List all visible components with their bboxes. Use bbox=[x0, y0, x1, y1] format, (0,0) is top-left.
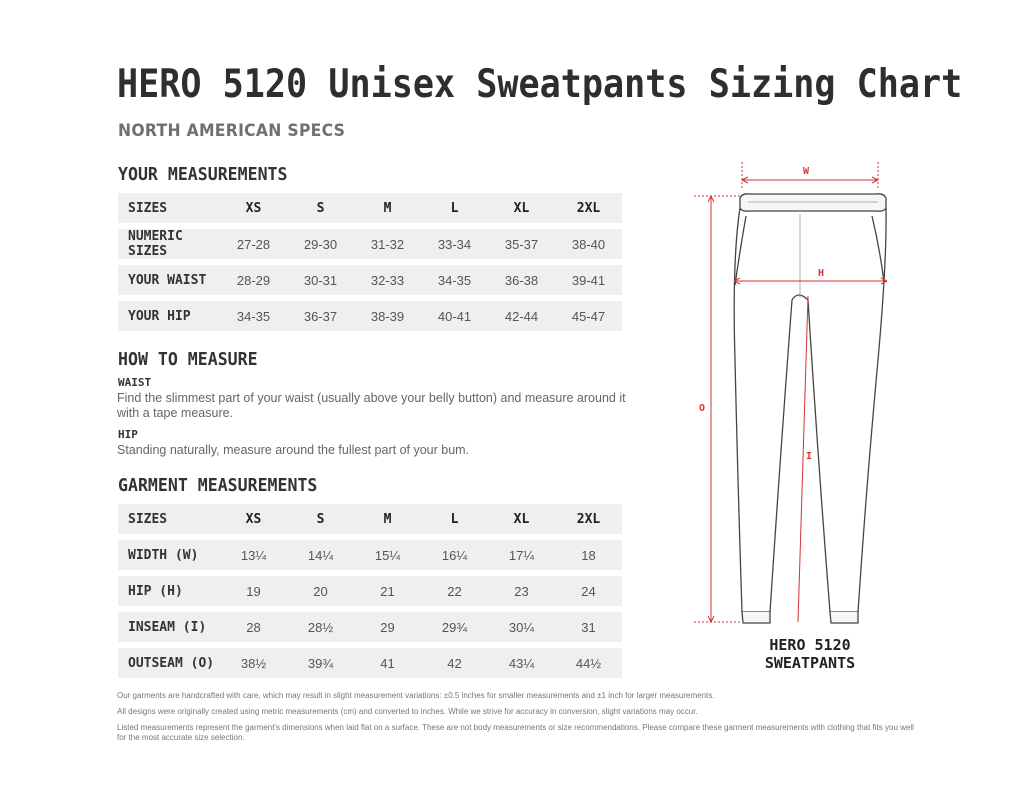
diagram-caption-line2: SWEATPANTS bbox=[764, 654, 856, 672]
header-cell: 2XL bbox=[555, 504, 622, 534]
hip-dimension-label: H bbox=[817, 268, 825, 279]
table-cell: 16¼ bbox=[421, 540, 488, 570]
footnotes bbox=[117, 691, 917, 749]
table-cell: 13¼ bbox=[220, 540, 287, 570]
table-cell: 36-37 bbox=[287, 301, 354, 331]
table-cell: 29¾ bbox=[421, 612, 488, 642]
header-cell: M bbox=[354, 504, 421, 534]
table-row bbox=[118, 648, 622, 678]
outseam-dimension-label: O bbox=[698, 403, 706, 414]
header-cell: XS bbox=[220, 504, 287, 534]
your-measurements-heading: YOUR MEASUREMENTS bbox=[118, 164, 288, 185]
table-cell: 36-38 bbox=[488, 265, 555, 295]
header-cell: L bbox=[421, 193, 488, 223]
table-row bbox=[118, 576, 622, 606]
measurement-guides bbox=[694, 162, 887, 622]
table-cell: 14¼ bbox=[287, 540, 354, 570]
header-cell: SIZES bbox=[118, 193, 220, 223]
table-row bbox=[118, 540, 622, 570]
header-cell: SIZES bbox=[118, 504, 220, 534]
table-cell: 30-31 bbox=[287, 265, 354, 295]
header-cell: XS bbox=[220, 193, 287, 223]
diagram-caption bbox=[745, 636, 875, 672]
row-label: INSEAM (I) bbox=[118, 612, 220, 642]
table-cell: 45-47 bbox=[555, 301, 622, 331]
sweatpants-diagram bbox=[690, 160, 910, 630]
row-label: YOUR HIP bbox=[118, 301, 220, 331]
garment-measurements-table bbox=[118, 498, 622, 684]
header-cell: XL bbox=[488, 193, 555, 223]
table-header-row bbox=[118, 504, 622, 534]
table-cell: 19 bbox=[220, 576, 287, 606]
header-cell: L bbox=[421, 504, 488, 534]
table-cell: 34-35 bbox=[220, 301, 287, 331]
garment-measurements-heading: GARMENT MEASUREMENTS bbox=[118, 475, 318, 496]
waist-instructions: Find the slimmest part of your waist (usually above your belly button) and measure around it with a tape measure. bbox=[117, 391, 626, 420]
page-subtitle: NORTH AMERICAN SPECS bbox=[118, 121, 346, 141]
row-label: OUTSEAM (O) bbox=[118, 648, 220, 678]
table-cell: 18 bbox=[555, 540, 622, 570]
hip-label: HIP bbox=[118, 428, 138, 441]
table-row bbox=[118, 612, 622, 642]
table-cell: 40-41 bbox=[421, 301, 488, 331]
table-cell: 23 bbox=[488, 576, 555, 606]
header-cell: S bbox=[287, 504, 354, 534]
how-to-measure-heading: HOW TO MEASURE bbox=[118, 349, 258, 370]
table-cell: 31-32 bbox=[354, 229, 421, 259]
table-cell: 41 bbox=[354, 648, 421, 678]
table-cell: 29 bbox=[354, 612, 421, 642]
waist-label: WAIST bbox=[118, 376, 152, 389]
table-cell: 39-41 bbox=[555, 265, 622, 295]
header-cell: S bbox=[287, 193, 354, 223]
table-cell: 28 bbox=[220, 612, 287, 642]
table-cell: 38½ bbox=[220, 648, 287, 678]
your-measurements-table bbox=[118, 187, 622, 337]
table-cell: 42-44 bbox=[488, 301, 555, 331]
table-cell: 20 bbox=[287, 576, 354, 606]
header-cell: XL bbox=[488, 504, 555, 534]
table-row bbox=[118, 265, 622, 295]
table-cell: 24 bbox=[555, 576, 622, 606]
footnote: Our garments are handcrafted with care, which may result in slight measurement variations: ±0.5 inches for smaller measurements and ±1 inch for larger measurements. bbox=[117, 691, 715, 700]
footnote: Listed measurements represent the garment's dimensions when laid flat on a surface. These are not body measurements or size recommendations. Please compare these garment measurements with clothing that fits you well for the most accurate size selection. bbox=[117, 723, 914, 742]
table-cell: 15¼ bbox=[354, 540, 421, 570]
table-cell: 29-30 bbox=[287, 229, 354, 259]
row-label: NUMERIC SIZES bbox=[118, 229, 220, 259]
table-cell: 38-39 bbox=[354, 301, 421, 331]
table-cell: 39¾ bbox=[287, 648, 354, 678]
row-label: WIDTH (W) bbox=[118, 540, 220, 570]
hip-instructions: Standing naturally, measure around the fullest part of your bum. bbox=[117, 443, 470, 457]
table-cell: 31 bbox=[555, 612, 622, 642]
table-cell: 33-34 bbox=[421, 229, 488, 259]
page-title: HERO 5120 Unisex Sweatpants Sizing Chart bbox=[117, 62, 963, 107]
header-cell: 2XL bbox=[555, 193, 622, 223]
table-cell: 34-35 bbox=[421, 265, 488, 295]
diagram-caption-line1: HERO 5120 bbox=[769, 636, 851, 654]
table-row bbox=[118, 301, 622, 331]
pants-outline bbox=[734, 194, 886, 623]
row-label: YOUR WAIST bbox=[118, 265, 220, 295]
table-cell: 35-37 bbox=[488, 229, 555, 259]
table-cell: 27-28 bbox=[220, 229, 287, 259]
table-cell: 28-29 bbox=[220, 265, 287, 295]
footnote: All designs were originally created using metric measurements (cm) and converted to inches. While we strive for accuracy in conversion, slight variations may occur. bbox=[117, 707, 698, 716]
table-cell: 28½ bbox=[287, 612, 354, 642]
table-cell: 44½ bbox=[555, 648, 622, 678]
table-cell: 43¼ bbox=[488, 648, 555, 678]
table-cell: 30¼ bbox=[488, 612, 555, 642]
table-cell: 21 bbox=[354, 576, 421, 606]
table-row bbox=[118, 229, 622, 259]
header-cell: M bbox=[354, 193, 421, 223]
row-label: HIP (H) bbox=[118, 576, 220, 606]
inseam-dimension-label: I bbox=[805, 451, 813, 462]
table-header-row bbox=[118, 193, 622, 223]
table-cell: 17¼ bbox=[488, 540, 555, 570]
width-dimension-label: W bbox=[802, 166, 810, 177]
table-cell: 32-33 bbox=[354, 265, 421, 295]
table-cell: 38-40 bbox=[555, 229, 622, 259]
table-cell: 22 bbox=[421, 576, 488, 606]
table-cell: 42 bbox=[421, 648, 488, 678]
